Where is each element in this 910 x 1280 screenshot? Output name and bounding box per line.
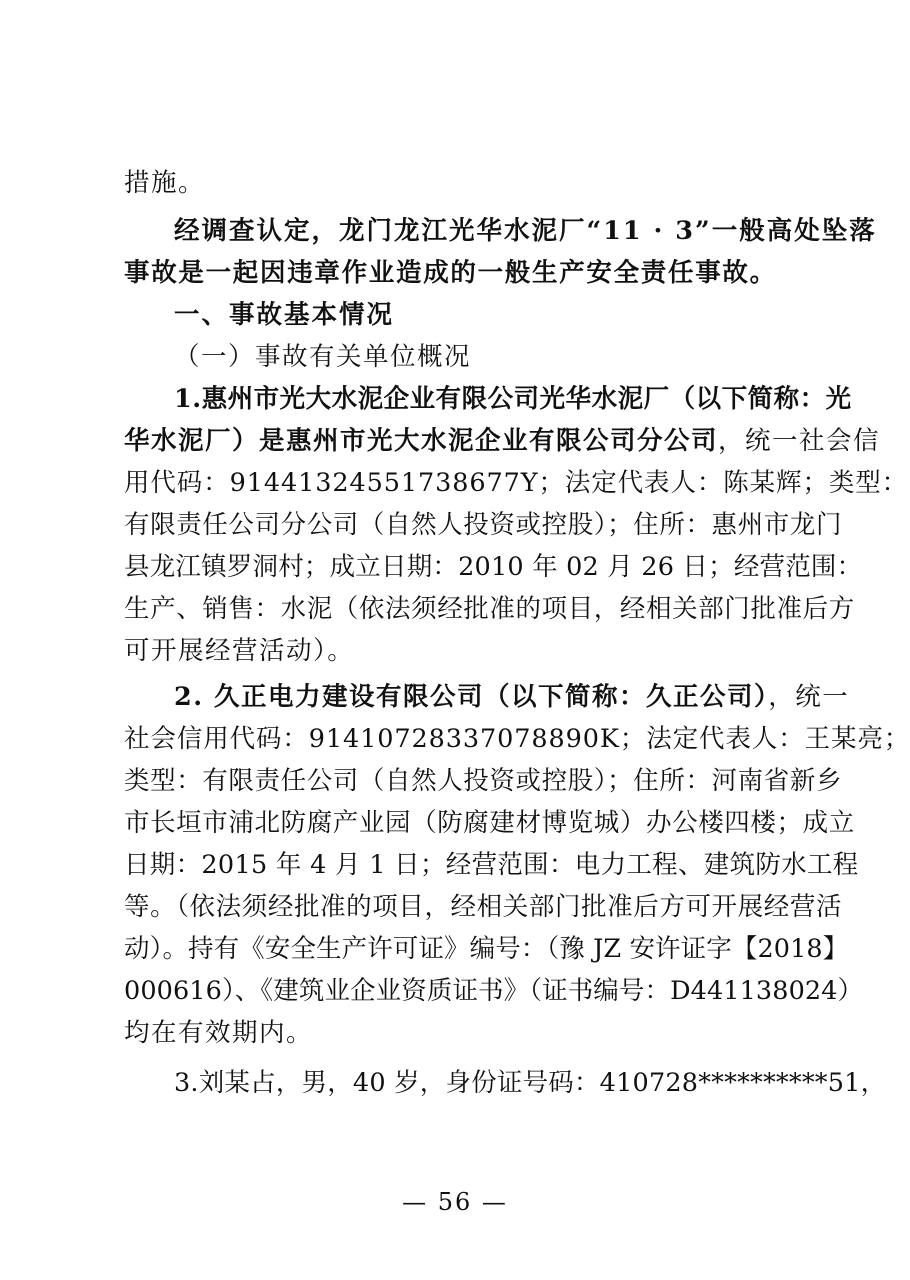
- text-run: ，统一: [768, 682, 850, 712]
- company-name-bold: 华水泥厂）是惠州市光大水泥企业有限公司分公司: [124, 426, 719, 456]
- page-number: — 56 —: [402, 1188, 508, 1216]
- paragraph-1-line-5: 县龙江镇罗洞村；成立日期：2010 年 02 月 26 日；经营范围：: [124, 552, 863, 582]
- section-heading: 一、事故基本情况: [174, 300, 395, 330]
- paragraph-1-line-4: 有限责任公司分公司（自然人投资或控股）；住所：惠州市龙门: [124, 510, 843, 540]
- paragraph-3-line-1: 3.刘某占，男，40 岁，身份证号码：410728**********51，: [174, 1068, 887, 1098]
- paragraph-1-line-6: 生产、销售：水泥（依法须经批准的项目，经相关部门批准后方: [124, 594, 855, 624]
- paragraph-1-line-3: 用代码：91441324551738677Y；法定代表人：陈某辉；类型：: [124, 468, 909, 498]
- paragraph-2-line-4: 市长垣市浦北防腐产业园（防腐建材博览城）办公楼四楼；成立: [124, 808, 855, 838]
- paragraph-1-line-7: 可开展经营活动）。: [124, 636, 355, 666]
- paragraph-2-line-1: [174, 680, 850, 714]
- paragraph-2-line-8: 000616）、《建筑业企业资质证书》（证书编号：D441138024）: [124, 976, 864, 1006]
- text-run: ，统一社会信: [718, 426, 881, 456]
- company-name-bold: 2. 久正电力建设有限公司（以下简称：久正公司）: [174, 682, 769, 712]
- paragraph-2-line-6: 等。（依法须经批准的项目，经相关部门批准后方可开展经营活: [124, 892, 843, 922]
- paragraph-2-line-9: 均在有效期内。: [124, 1018, 314, 1048]
- text-line: 措施。: [124, 168, 206, 198]
- paragraph-2-line-2: 社会信用代码：91410728337078890K；法定代表人：王某亮；: [124, 724, 910, 754]
- subsection-heading: （一）事故有关单位概况: [174, 342, 472, 372]
- paragraph-1-line-2: [124, 424, 881, 458]
- paragraph-2-line-7: 动）。持有《安全生产许可证》编号：（豫 JZ 安许证字【2018】: [124, 934, 849, 964]
- paragraph-2-line-3: 类型：有限责任公司（自然人投资或控股）；住所：河南省新乡: [124, 766, 843, 796]
- paragraph-2-line-5: 日期：2015 年 4 月 1 日；经营范围：电力工程、建筑防水工程: [124, 850, 859, 880]
- conclusion-line-2: 事故是一起因违章作业造成的一般生产安全责任事故。: [124, 258, 777, 288]
- conclusion-line-1: 经调查认定，龙门龙江光华水泥厂“11 · 3”一般高处坠落: [174, 216, 877, 246]
- paragraph-1-line-1: 1.惠州市光大水泥企业有限公司光华水泥厂（以下简称：光: [174, 384, 852, 414]
